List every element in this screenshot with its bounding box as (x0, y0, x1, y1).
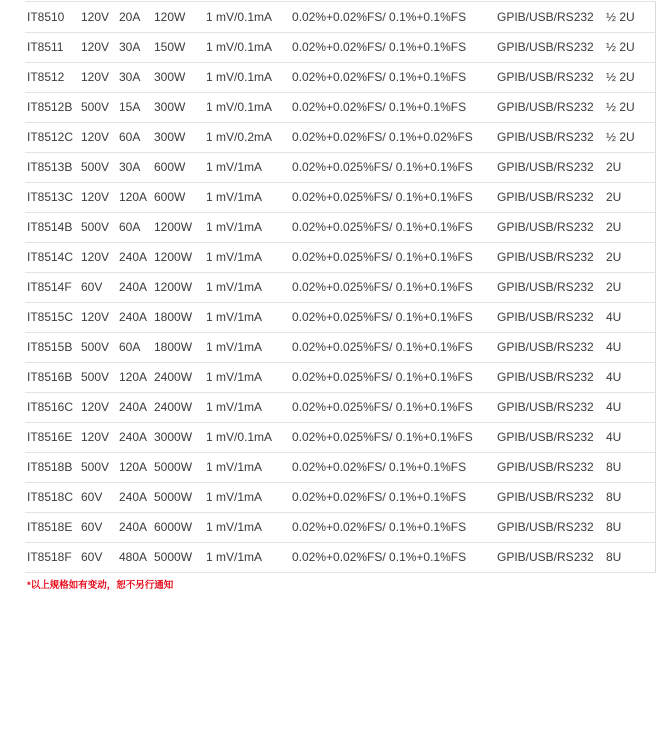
accuracy-cell: 0.02%+0.02%FS/ 0.1%+0.1%FS (292, 482, 497, 512)
accuracy-cell: 0.02%+0.02%FS/ 0.1%+0.1%FS (292, 452, 497, 482)
model-cell: IT8513C (25, 182, 81, 212)
interface-cell: GPIB/USB/RS232 (497, 542, 606, 572)
accuracy-cell: 0.02%+0.02%FS/ 0.1%+0.02%FS (292, 122, 497, 152)
resolution-cell: 1 mV/1mA (206, 452, 292, 482)
size-cell: 2U (606, 242, 656, 272)
voltage-cell: 60V (81, 272, 119, 302)
resolution-cell: 1 mV/1mA (206, 332, 292, 362)
voltage-cell: 120V (81, 392, 119, 422)
interface-cell: GPIB/USB/RS232 (497, 392, 606, 422)
current-cell: 120A (119, 182, 154, 212)
voltage-cell: 500V (81, 212, 119, 242)
model-cell: IT8516E (25, 422, 81, 452)
size-cell: 8U (606, 482, 656, 512)
voltage-cell: 120V (81, 302, 119, 332)
accuracy-cell: 0.02%+0.025%FS/ 0.1%+0.1%FS (292, 422, 497, 452)
size-cell: 2U (606, 212, 656, 242)
power-cell: 600W (154, 152, 206, 182)
power-cell: 300W (154, 62, 206, 92)
interface-cell: GPIB/USB/RS232 (497, 32, 606, 62)
table-row (25, 332, 656, 362)
table-row (25, 152, 656, 182)
model-cell: IT8518B (25, 452, 81, 482)
current-cell: 20A (119, 2, 154, 32)
power-cell: 300W (154, 122, 206, 152)
power-cell: 120W (154, 2, 206, 32)
accuracy-cell: 0.02%+0.025%FS/ 0.1%+0.1%FS (292, 152, 497, 182)
current-cell: 240A (119, 422, 154, 452)
power-cell: 5000W (154, 542, 206, 572)
resolution-cell: 1 mV/0.1mA (206, 92, 292, 122)
disclaimer-footnote: *以上规格如有变动，恕不另行通知 (27, 580, 174, 591)
power-cell: 5000W (154, 452, 206, 482)
current-cell: 120A (119, 452, 154, 482)
voltage-cell: 500V (81, 152, 119, 182)
size-cell: 4U (606, 422, 656, 452)
size-cell: ½ 2U (606, 92, 656, 122)
power-cell: 1800W (154, 302, 206, 332)
power-cell: 2400W (154, 362, 206, 392)
table-row (25, 92, 656, 122)
resolution-cell: 1 mV/0.1mA (206, 422, 292, 452)
size-cell: 8U (606, 512, 656, 542)
resolution-cell: 1 mV/1mA (206, 392, 292, 422)
model-cell: IT8514B (25, 212, 81, 242)
size-cell: 4U (606, 332, 656, 362)
table-row (25, 452, 656, 482)
table-row (25, 62, 656, 92)
resolution-cell: 1 mV/1mA (206, 542, 292, 572)
current-cell: 240A (119, 482, 154, 512)
model-cell: IT8515B (25, 332, 81, 362)
accuracy-cell: 0.02%+0.02%FS/ 0.1%+0.1%FS (292, 2, 497, 32)
table-row (25, 512, 656, 542)
interface-cell: GPIB/USB/RS232 (497, 362, 606, 392)
current-cell: 120A (119, 362, 154, 392)
interface-cell: GPIB/USB/RS232 (497, 512, 606, 542)
size-cell: ½ 2U (606, 2, 656, 32)
accuracy-cell: 0.02%+0.025%FS/ 0.1%+0.1%FS (292, 362, 497, 392)
current-cell: 60A (119, 332, 154, 362)
model-cell: IT8513B (25, 152, 81, 182)
interface-cell: GPIB/USB/RS232 (497, 152, 606, 182)
resolution-cell: 1 mV/1mA (206, 212, 292, 242)
interface-cell: GPIB/USB/RS232 (497, 422, 606, 452)
model-cell: IT8518C (25, 482, 81, 512)
current-cell: 30A (119, 32, 154, 62)
interface-cell: GPIB/USB/RS232 (497, 482, 606, 512)
current-cell: 240A (119, 512, 154, 542)
current-cell: 60A (119, 212, 154, 242)
voltage-cell: 500V (81, 92, 119, 122)
interface-cell: GPIB/USB/RS232 (497, 452, 606, 482)
power-cell: 600W (154, 182, 206, 212)
voltage-cell: 60V (81, 512, 119, 542)
table-row (25, 542, 656, 572)
size-cell: 2U (606, 152, 656, 182)
accuracy-cell: 0.02%+0.025%FS/ 0.1%+0.1%FS (292, 392, 497, 422)
interface-cell: GPIB/USB/RS232 (497, 332, 606, 362)
accuracy-cell: 0.02%+0.025%FS/ 0.1%+0.1%FS (292, 182, 497, 212)
resolution-cell: 1 mV/1mA (206, 482, 292, 512)
interface-cell: GPIB/USB/RS232 (497, 182, 606, 212)
voltage-cell: 60V (81, 542, 119, 572)
resolution-cell: 1 mV/1mA (206, 362, 292, 392)
resolution-cell: 1 mV/1mA (206, 152, 292, 182)
current-cell: 240A (119, 302, 154, 332)
power-cell: 300W (154, 92, 206, 122)
voltage-cell: 120V (81, 422, 119, 452)
accuracy-cell: 0.02%+0.025%FS/ 0.1%+0.1%FS (292, 332, 497, 362)
size-cell: 4U (606, 302, 656, 332)
power-cell: 1800W (154, 332, 206, 362)
model-cell: IT8512B (25, 92, 81, 122)
power-cell: 150W (154, 32, 206, 62)
accuracy-cell: 0.02%+0.02%FS/ 0.1%+0.1%FS (292, 512, 497, 542)
model-cell: IT8518E (25, 512, 81, 542)
resolution-cell: 1 mV/1mA (206, 242, 292, 272)
resolution-cell: 1 mV/0.1mA (206, 2, 292, 32)
model-cell: IT8512 (25, 62, 81, 92)
interface-cell: GPIB/USB/RS232 (497, 212, 606, 242)
size-cell: 8U (606, 452, 656, 482)
table-row (25, 122, 656, 152)
table-row (25, 482, 656, 512)
voltage-cell: 500V (81, 332, 119, 362)
current-cell: 30A (119, 62, 154, 92)
size-cell: ½ 2U (606, 32, 656, 62)
table-row (25, 242, 656, 272)
model-cell: IT8516C (25, 392, 81, 422)
interface-cell: GPIB/USB/RS232 (497, 62, 606, 92)
voltage-cell: 120V (81, 62, 119, 92)
voltage-cell: 120V (81, 122, 119, 152)
spec-table-body (25, 2, 656, 572)
power-cell: 2400W (154, 392, 206, 422)
size-cell: 8U (606, 542, 656, 572)
current-cell: 480A (119, 542, 154, 572)
current-cell: 60A (119, 122, 154, 152)
current-cell: 240A (119, 392, 154, 422)
size-cell: ½ 2U (606, 62, 656, 92)
voltage-cell: 60V (81, 482, 119, 512)
interface-cell: GPIB/USB/RS232 (497, 122, 606, 152)
current-cell: 240A (119, 242, 154, 272)
power-cell: 1200W (154, 272, 206, 302)
model-cell: IT8510 (25, 2, 81, 32)
interface-cell: GPIB/USB/RS232 (497, 272, 606, 302)
voltage-cell: 120V (81, 242, 119, 272)
spec-table (25, 2, 656, 573)
accuracy-cell: 0.02%+0.02%FS/ 0.1%+0.1%FS (292, 62, 497, 92)
table-row (25, 182, 656, 212)
voltage-cell: 500V (81, 452, 119, 482)
power-cell: 6000W (154, 512, 206, 542)
resolution-cell: 1 mV/1mA (206, 272, 292, 302)
resolution-cell: 1 mV/0.1mA (206, 32, 292, 62)
current-cell: 240A (119, 272, 154, 302)
size-cell: 4U (606, 392, 656, 422)
table-row (25, 422, 656, 452)
voltage-cell: 120V (81, 2, 119, 32)
resolution-cell: 1 mV/1mA (206, 302, 292, 332)
accuracy-cell: 0.02%+0.02%FS/ 0.1%+0.1%FS (292, 542, 497, 572)
size-cell: ½ 2U (606, 122, 656, 152)
table-row (25, 272, 656, 302)
accuracy-cell: 0.02%+0.025%FS/ 0.1%+0.1%FS (292, 212, 497, 242)
interface-cell: GPIB/USB/RS232 (497, 2, 606, 32)
table-row (25, 302, 656, 332)
current-cell: 15A (119, 92, 154, 122)
accuracy-cell: 0.02%+0.025%FS/ 0.1%+0.1%FS (292, 242, 497, 272)
current-cell: 30A (119, 152, 154, 182)
model-cell: IT8512C (25, 122, 81, 152)
model-cell: IT8514F (25, 272, 81, 302)
resolution-cell: 1 mV/0.2mA (206, 122, 292, 152)
model-cell: IT8511 (25, 32, 81, 62)
voltage-cell: 120V (81, 32, 119, 62)
model-cell: IT8515C (25, 302, 81, 332)
power-cell: 1200W (154, 242, 206, 272)
interface-cell: GPIB/USB/RS232 (497, 242, 606, 272)
model-cell: IT8518F (25, 542, 81, 572)
power-cell: 3000W (154, 422, 206, 452)
power-cell: 5000W (154, 482, 206, 512)
accuracy-cell: 0.02%+0.02%FS/ 0.1%+0.1%FS (292, 32, 497, 62)
model-cell: IT8516B (25, 362, 81, 392)
interface-cell: GPIB/USB/RS232 (497, 92, 606, 122)
table-row (25, 2, 656, 32)
voltage-cell: 500V (81, 362, 119, 392)
interface-cell: GPIB/USB/RS232 (497, 302, 606, 332)
spec-table-container (25, 1, 656, 573)
accuracy-cell: 0.02%+0.025%FS/ 0.1%+0.1%FS (292, 302, 497, 332)
size-cell: 2U (606, 272, 656, 302)
size-cell: 4U (606, 362, 656, 392)
table-row (25, 32, 656, 62)
table-row (25, 362, 656, 392)
table-row (25, 212, 656, 242)
size-cell: 2U (606, 182, 656, 212)
resolution-cell: 1 mV/0.1mA (206, 62, 292, 92)
power-cell: 1200W (154, 212, 206, 242)
voltage-cell: 120V (81, 182, 119, 212)
accuracy-cell: 0.02%+0.025%FS/ 0.1%+0.1%FS (292, 272, 497, 302)
accuracy-cell: 0.02%+0.02%FS/ 0.1%+0.1%FS (292, 92, 497, 122)
table-row (25, 392, 656, 422)
model-cell: IT8514C (25, 242, 81, 272)
resolution-cell: 1 mV/1mA (206, 512, 292, 542)
resolution-cell: 1 mV/1mA (206, 182, 292, 212)
